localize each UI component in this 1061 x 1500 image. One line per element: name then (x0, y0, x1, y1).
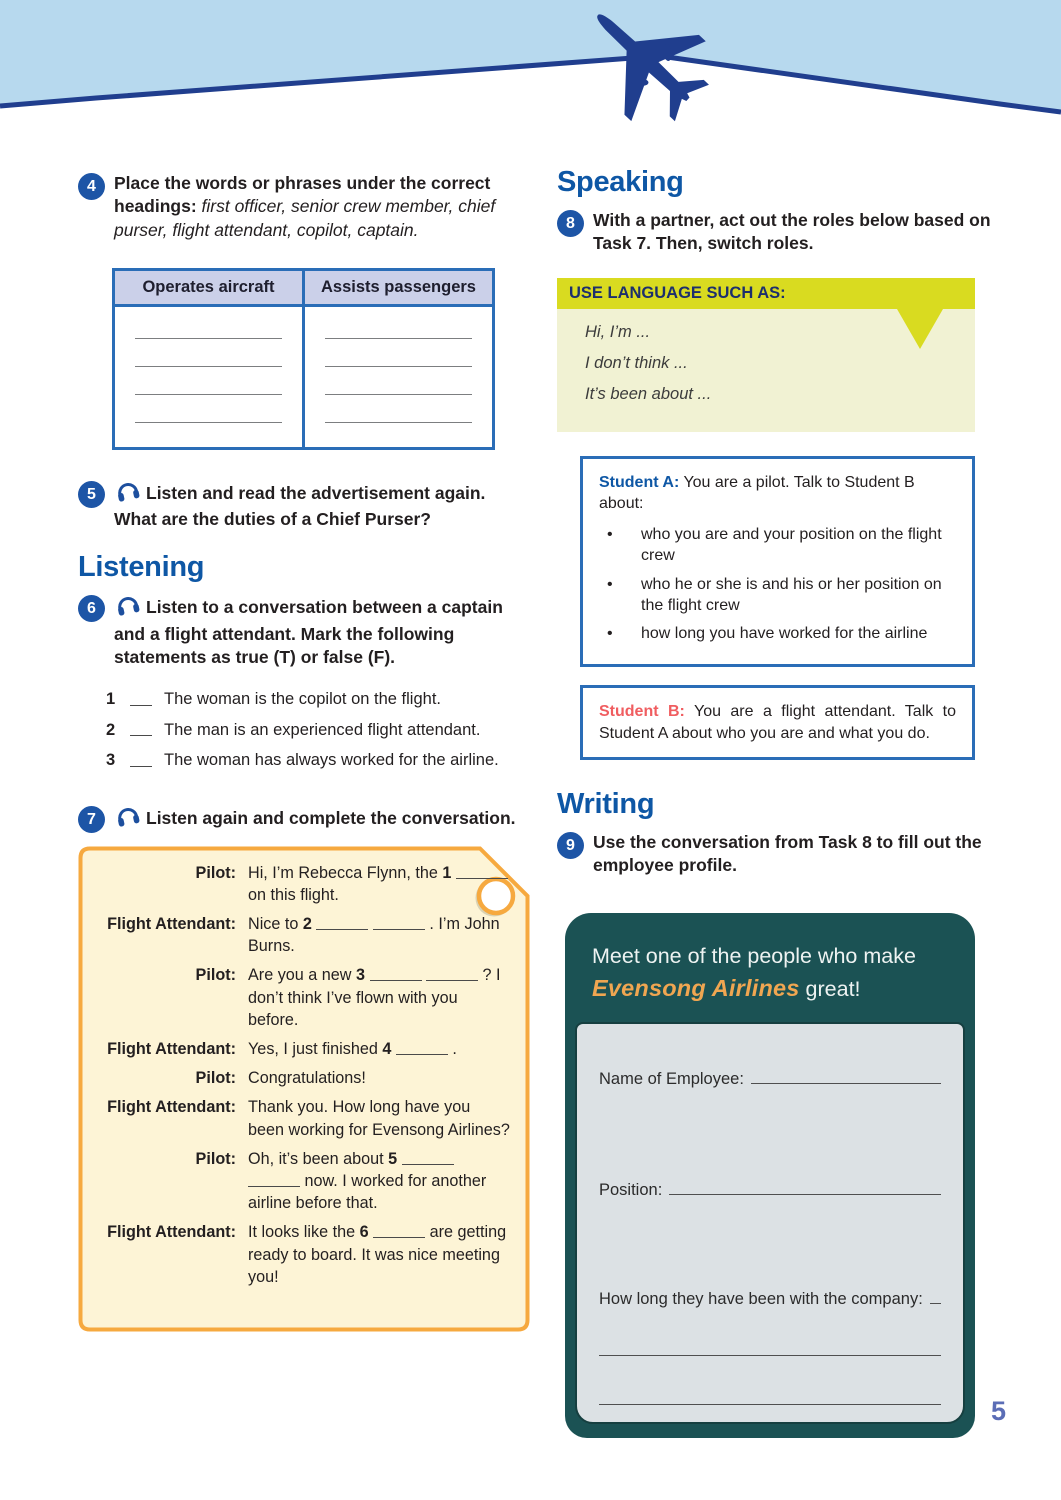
task-7-instruction-text: Listen again and complete the conversation. (146, 808, 516, 829)
answer-blank-line (325, 311, 472, 339)
student-a-intro (599, 472, 956, 515)
bullet-text: who he or she is and his or her position on the flight crew (641, 575, 942, 614)
answer-blank-line (325, 339, 472, 367)
column-header-assists-passengers: Assists passengers (302, 271, 492, 304)
true-false-answer-blank (130, 689, 152, 706)
student-b-card (580, 685, 975, 760)
task-6 (78, 594, 520, 669)
answer-blank-line (135, 395, 282, 423)
task-9-number-badge: 9 (557, 832, 584, 859)
dialogue-line (84, 1221, 510, 1288)
bullet-text: who you are and your position on the flight crew (641, 526, 942, 565)
headphones-icon (116, 594, 140, 622)
statement-text: The man is an experienced flight attendant. (164, 720, 481, 739)
page-number: 5 (991, 1396, 1007, 1426)
fill-in-blank (373, 1224, 425, 1238)
language-phrase: Hi, I’m ... (585, 322, 651, 341)
fill-in-blank (370, 967, 422, 981)
field-name-of-employee (599, 1068, 941, 1089)
fill-in-blank (402, 1150, 454, 1164)
student-a-intro-text: You are a pilot. Talk to Student B about: (599, 473, 915, 512)
word-sort-table (112, 268, 495, 450)
language-phrase: I don’t think ... (585, 353, 688, 372)
dialogue-speaker: Pilot: (195, 1069, 236, 1088)
bullet-item (599, 574, 956, 617)
task-6-number-badge: 6 (78, 595, 105, 622)
fill-in-blank (373, 916, 425, 930)
student-b-label: Student B: (599, 703, 685, 721)
field-label: Position: (599, 1181, 663, 1200)
task-4-word-list: first officer, senior crew member, chief purser, flight attendant, copilot, captain. (114, 196, 496, 240)
dialogue-line (84, 964, 510, 1031)
airline-brand-name: Evensong Airlines (592, 974, 800, 1001)
answer-blank-line (325, 367, 472, 395)
task-6-instruction (114, 594, 520, 669)
section-heading-writing: Writing (557, 787, 655, 820)
field-blank-line (751, 1068, 941, 1084)
profile-card-title-line2 (592, 972, 948, 1005)
headphones-icon (116, 805, 140, 833)
dialogue-text: Are you a new 3 ? I don’t think I’ve flown with you before. (248, 966, 501, 1029)
task-9-instruction: Use the conversation from Task 8 to fill out the employee profile. (593, 831, 982, 876)
bullet-text: how long you have worked for the airline (641, 625, 928, 643)
dialogue-speaker: Pilot: (195, 1149, 236, 1168)
bullet-icon: • (607, 625, 613, 643)
student-a-bullets (599, 524, 956, 644)
task-9 (557, 831, 1005, 878)
dialogue-text: Hi, I’m Rebecca Flynn, the 1 on this flight. (236, 862, 510, 906)
answer-blank-line (135, 339, 282, 367)
column-header-operates-aircraft: Operates aircraft (142, 277, 275, 296)
operates-aircraft-column (115, 307, 302, 447)
header-sky-graphic (0, 0, 1061, 140)
fill-in-blank (396, 1041, 448, 1055)
conversation-dialogue (78, 846, 530, 1288)
word-sort-table-body (115, 307, 492, 447)
dialogue-line (84, 1148, 510, 1215)
language-phrase: It’s been about ... (585, 384, 712, 403)
word-sort-table-header (115, 271, 492, 307)
employee-profile-card (565, 913, 975, 1438)
use-language-title: USE LANGUAGE SUCH AS: (557, 278, 975, 309)
task-7-instruction (114, 805, 516, 833)
task-8-instruction: With a partner, act out the roles below based on Task 7. Then, switch roles. (593, 210, 991, 254)
fill-in-blank (456, 864, 508, 878)
page-header-art (0, 0, 1061, 140)
profile-card-title (575, 941, 965, 1004)
fill-in-blank (426, 967, 478, 981)
dialogue-line (84, 1067, 510, 1089)
statement-number: 2 (106, 720, 116, 739)
extra-blank-line (599, 1355, 941, 1356)
task-5-instruction (114, 480, 520, 532)
fill-in-blank (248, 1173, 300, 1187)
bullet-icon: • (607, 526, 613, 544)
statement-row (106, 750, 520, 771)
statement-number: 1 (106, 690, 116, 709)
field-label: How long they have been with the company: (599, 1289, 923, 1308)
task-7 (78, 805, 520, 833)
true-false-statements (106, 689, 520, 771)
task-5 (78, 480, 520, 532)
task-4-number-badge: 4 (78, 173, 105, 200)
field-blank-line (669, 1179, 941, 1195)
right-column (557, 166, 1005, 1438)
task-4-instruction (114, 172, 520, 242)
dialogue-line (84, 1096, 510, 1140)
profile-form-panel (575, 1022, 965, 1424)
task-6-instruction-text: Listen to a conversation between a captain and a flight attendant. Mark the following statements as true (T) or false (F). (114, 597, 503, 667)
headphones-icon (116, 480, 140, 508)
dialogue-line (84, 913, 510, 957)
field-how-long-with-company (599, 1288, 941, 1309)
dialogue-speaker: Flight Attendant: (107, 1098, 236, 1117)
dialogue-speaker: Flight Attendant: (107, 1040, 236, 1059)
use-language-body (557, 309, 975, 432)
statement-number: 3 (106, 751, 116, 769)
student-a-label: Student A: (599, 473, 680, 491)
task-8-number-badge: 8 (557, 210, 584, 237)
field-label: Name of Employee: (599, 1070, 744, 1089)
assists-passengers-column (302, 307, 492, 447)
task-4-instruction-bold: Place the words or phrases under the correct headings: (114, 173, 491, 217)
dialogue-line (84, 1038, 510, 1060)
dialogue-text: Congratulations! (248, 1069, 366, 1088)
task-4 (78, 172, 520, 242)
section-heading-listening: Listening (78, 551, 205, 584)
task-8 (557, 209, 1005, 256)
dialogue-text: Yes, I just finished 4 . (248, 1040, 457, 1059)
answer-blank-line (135, 311, 282, 339)
bullet-item (599, 524, 956, 567)
statement-text: The woman is the copilot on the flight. (164, 690, 441, 709)
dialogue-text: Thank you. How long have you been working for Evensong Airlines? (248, 1098, 510, 1139)
dialogue-text: Oh, it’s been about 5 now. I worked for another airline before that. (248, 1149, 487, 1213)
dialogue-speaker: Pilot: (195, 966, 236, 985)
statement-row (106, 720, 520, 741)
true-false-answer-blank (130, 750, 152, 767)
dialogue-speaker: Flight Attendant: (107, 1223, 236, 1242)
answer-blank-line (135, 367, 282, 395)
statement-row (106, 689, 520, 710)
bullet-icon: • (607, 575, 613, 593)
task-5-instruction-text: Listen and read the advertisement again. What are the duties of a Chief Purser? (114, 482, 486, 530)
dialogue-speaker: Pilot: (195, 863, 236, 882)
field-position (599, 1179, 941, 1200)
task-5-number-badge: 5 (78, 481, 105, 508)
conversation-note-box (78, 846, 530, 1332)
student-b-text: You are a flight attendant. Talk to Student A about who you are and what you do. (599, 703, 957, 742)
extra-blank-line (599, 1404, 941, 1405)
task-7-number-badge: 7 (78, 806, 105, 833)
left-column (78, 172, 520, 1332)
profile-card-title-suffix: great! (799, 976, 861, 1001)
use-language-box (557, 278, 975, 432)
dialogue-speaker: Flight Attendant: (107, 915, 236, 934)
statement-text: The woman has always worked for the airline. (164, 751, 499, 769)
field-blank-line (930, 1288, 941, 1304)
profile-card-title-line1: Meet one of the people who make (592, 944, 916, 969)
dialogue-line (84, 862, 510, 906)
answer-blank-line (325, 395, 472, 423)
true-false-answer-blank (130, 720, 152, 737)
dialogue-text: Nice to 2 . I’m John Burns. (248, 915, 500, 956)
bullet-item (599, 623, 956, 644)
dialogue-text: It looks like the 6 are getting ready to board. It was nice meeting you! (248, 1223, 507, 1286)
fill-in-blank (316, 916, 368, 930)
section-heading-speaking: Speaking (557, 166, 684, 198)
language-box-pointer (897, 309, 943, 349)
student-a-card (580, 456, 975, 668)
